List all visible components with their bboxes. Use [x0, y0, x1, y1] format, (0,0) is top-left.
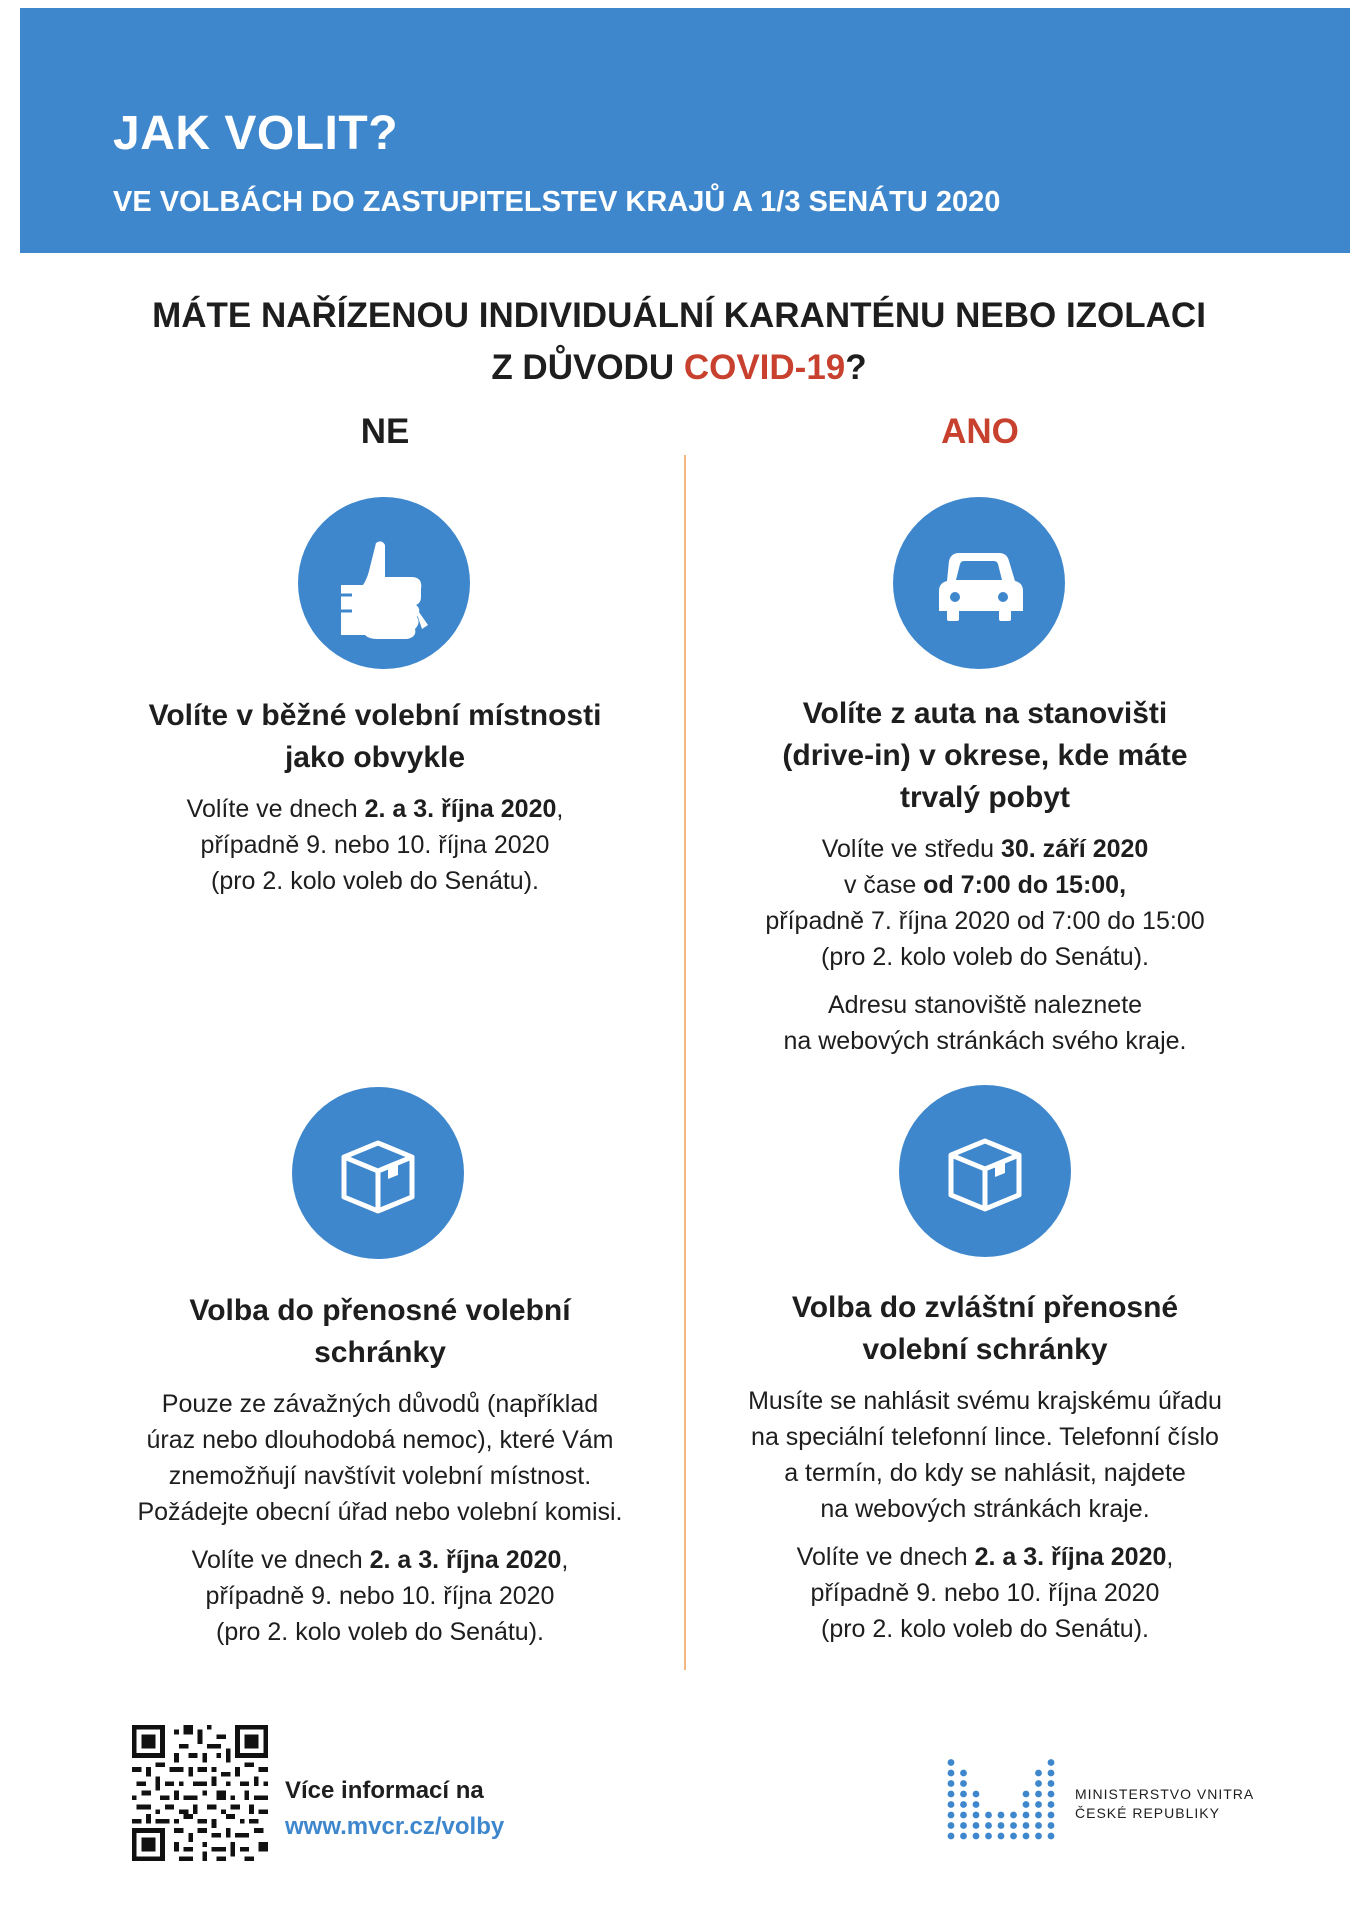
ne-bottom-heading	[115, 1290, 645, 1374]
ano-top-line-1	[715, 831, 1255, 867]
ne-bottom-description	[115, 1386, 645, 1530]
ano-top-address-note	[715, 987, 1255, 1059]
qr-code-icon[interactable]	[132, 1725, 268, 1861]
box-icon	[899, 1085, 1071, 1257]
more-info-link[interactable]: www.mvcr.cz/volby	[285, 1813, 505, 1840]
ano-bottom-line-3: (pro 2. kolo voleb do Senátu).	[821, 1615, 1149, 1643]
ne-top-line-1-a: Volíte ve dnech	[186, 795, 365, 823]
page-subtitle: VE VOLBÁCH DO ZASTUPITELSTEV KRAJŮ A 1/3 SENÁTU 2020	[113, 186, 1001, 218]
column-divider	[684, 455, 686, 1670]
ano-top-heading-line-1: Volíte z auta na stanovišti	[802, 697, 1168, 730]
ne-bottom-desc-line-2: úraz nebo dlouhodobá nemoc), které Vám	[146, 1426, 614, 1454]
ano-bottom-line-1-b: 2. a 3. října 2020	[974, 1543, 1167, 1571]
ne-bottom-desc-line-1: Pouze ze závažných důvodů (například	[161, 1390, 599, 1418]
ano-bottom-line-2: případně 9. nebo 10. října 2020	[810, 1579, 1160, 1607]
ne-top-heading-line-2: jako obvykle	[284, 741, 466, 774]
ano-top-line-4: (pro 2. kolo voleb do Senátu).	[821, 943, 1149, 971]
ne-bottom-line-2: případně 9. nebo 10. října 2020	[205, 1582, 555, 1610]
ano-top-line-2-a: v čase	[843, 871, 924, 899]
ano-top-heading-line-2: (drive-in) v okrese, kde máte	[782, 739, 1188, 772]
ne-top-line-1-c: ,	[556, 795, 564, 823]
box-icon	[292, 1087, 464, 1259]
ne-bottom-desc-line-4: Požádejte obecní úřad nebo volební komisi.	[137, 1498, 623, 1526]
ne-top-dates	[120, 791, 630, 899]
ne-bottom-block	[115, 1290, 645, 1650]
ne-top-heading	[120, 695, 630, 779]
column-heading-ano: ANO	[941, 412, 1019, 451]
ano-bottom-heading-line-1: Volba do zvláštní přenosné	[791, 1291, 1179, 1324]
page-title: JAK VOLIT?	[113, 107, 399, 160]
ne-top-block	[120, 695, 630, 899]
ministry-logo-icon	[945, 1752, 1060, 1842]
ano-bottom-heading-line-2: volební schránky	[862, 1333, 1108, 1366]
more-info-label: Více informací na	[285, 1777, 484, 1804]
question-line-2	[0, 342, 1358, 394]
ano-bottom-description	[710, 1383, 1260, 1527]
ano-bottom-desc-line-4: na webových stránkách kraje.	[820, 1495, 1150, 1523]
covid-highlight: COVID-19	[683, 348, 846, 387]
ano-bottom-line-1-a: Volíte ve dnech	[796, 1543, 975, 1571]
ano-top-line-1-a: Volíte ve středu	[821, 835, 1001, 863]
ministry-name-line-1: MINISTERSTVO VNITRA	[1075, 1786, 1255, 1802]
ne-bottom-line-1	[115, 1542, 645, 1578]
car-icon	[893, 497, 1065, 669]
ne-bottom-line-1-a: Volíte ve dnech	[191, 1546, 370, 1574]
question-line-1: MÁTE NAŘÍZENOU INDIVIDUÁLNÍ KARANTÉNU NEBO IZOLACI	[152, 296, 1206, 335]
ano-bottom-dates	[710, 1539, 1260, 1647]
ministry-name-line-2: ČESKÉ REPUBLIKY	[1075, 1805, 1220, 1821]
ministry-name	[1075, 1785, 1254, 1823]
ano-top-dates	[715, 831, 1255, 975]
question-line-2-suffix: ?	[845, 348, 867, 387]
thumbs-up-icon	[298, 497, 470, 669]
ano-bottom-block	[710, 1287, 1260, 1647]
ne-bottom-line-3: (pro 2. kolo voleb do Senátu).	[216, 1618, 544, 1646]
ne-top-line-3: (pro 2. kolo voleb do Senátu).	[211, 867, 539, 895]
ne-top-line-1-b: 2. a 3. října 2020	[364, 795, 557, 823]
ano-top-heading-line-3: trvalý pobyt	[899, 781, 1071, 814]
ano-top-line-6: na webových stránkách svého kraje.	[783, 1027, 1187, 1055]
ano-bottom-desc-line-3: a termín, do kdy se nahlásit, najdete	[784, 1459, 1186, 1487]
ne-bottom-line-1-b: 2. a 3. října 2020	[369, 1546, 562, 1574]
main-question	[0, 290, 1358, 394]
ne-bottom-desc-line-3: znemožňují navštívit volební místnost.	[168, 1462, 592, 1490]
ano-top-line-2-b: od 7:00 do 15:00,	[923, 871, 1127, 899]
ano-top-heading	[715, 693, 1255, 819]
ano-bottom-line-1-c: ,	[1166, 1543, 1174, 1571]
ne-bottom-dates	[115, 1542, 645, 1650]
header-banner	[20, 8, 1350, 253]
ano-top-line-2	[715, 867, 1255, 903]
more-info	[285, 1773, 504, 1845]
ano-bottom-desc-line-1: Musíte se nahlásit svému krajskému úřadu	[748, 1387, 1222, 1415]
ne-bottom-line-1-c: ,	[561, 1546, 569, 1574]
ne-top-heading-line-1: Volíte v běžné volební místnosti	[148, 699, 602, 732]
ne-top-line-2: případně 9. nebo 10. října 2020	[200, 831, 550, 859]
ano-bottom-line-1	[710, 1539, 1260, 1575]
ano-top-block	[715, 693, 1255, 1059]
ne-bottom-heading-line-1: Volba do přenosné volební	[189, 1294, 571, 1327]
ano-bottom-heading	[710, 1287, 1260, 1371]
ano-top-line-5: Adresu stanoviště naleznete	[827, 991, 1143, 1019]
ne-top-line-1	[120, 791, 630, 827]
ano-bottom-desc-line-2: na speciální telefonní lince. Telefonní číslo	[751, 1423, 1219, 1451]
ne-bottom-heading-line-2: schránky	[314, 1336, 446, 1369]
question-line-2-prefix: Z DŮVODU	[491, 348, 684, 387]
column-heading-ne: NE	[360, 412, 410, 451]
ano-top-line-3: případně 7. října 2020 od 7:00 do 15:00	[765, 907, 1205, 935]
ano-top-line-1-b: 30. září 2020	[1000, 835, 1149, 863]
